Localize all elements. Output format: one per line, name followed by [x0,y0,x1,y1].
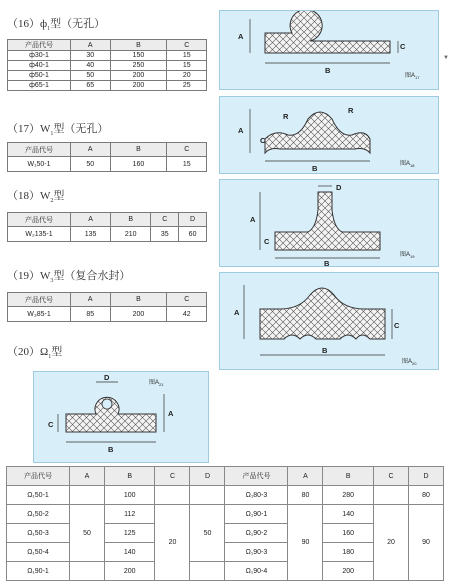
table-row [7,486,444,505]
cell: 135 [71,227,111,242]
cell: 200 [105,562,155,581]
cell: 20 [373,505,408,581]
table-row [8,61,207,71]
dim-c-label: C [264,237,270,246]
table-row [8,307,207,322]
col-header: B [110,293,167,307]
cell: Ω₁90-3 [225,543,288,562]
cell: Ω₁50-3 [7,524,70,543]
dim-c-label: C [48,420,54,429]
cell [70,562,105,581]
table-header-row [8,143,207,157]
cell: W₁50-1 [8,157,71,172]
cell: Ω₁90-1 [7,562,70,581]
figure-a18 [219,96,439,174]
cell: Ω₁90-4 [225,562,288,581]
figure-caption: 图$A_{20}$ [402,359,417,366]
cell: 65 [71,81,111,91]
cell: Ω₁50-4 [7,543,70,562]
dim-c-label: C [394,321,400,330]
dim-b-label: B [325,66,331,75]
table-row [7,505,444,524]
cell: Ω₁90-1 [225,505,288,524]
col-header: C [167,143,207,157]
cell: 42 [167,307,207,322]
cell: 90 [408,505,443,581]
section-16-title: $(16)ф_1$型（无孔） [7,18,106,33]
dim-a-label: A [238,126,244,135]
col-header: C [167,40,207,51]
cell: Ω₁80-3 [225,486,288,505]
cell [70,486,105,505]
cell: 125 [105,524,155,543]
cell: 200 [110,81,167,91]
cell: W₂135-1 [8,227,71,242]
figure-caption: 图$A_{21}$ [149,380,164,387]
cell: ф30-1 [8,51,71,61]
figure-a17-drawing [220,11,438,89]
cell: 112 [105,505,155,524]
cell: 15 [167,61,207,71]
cell: 80 [288,486,323,505]
col-header: C [155,467,190,486]
col-header: B [323,467,373,486]
col-header: A [71,213,111,227]
table-header-row [7,467,444,486]
cell: 80 [408,486,443,505]
section-17-title: $(17)W_1$型（无孔） [7,123,109,138]
omega-table [6,466,444,581]
cell: 60 [179,227,207,242]
dim-a-label: A [250,215,256,224]
col-header: D [408,467,443,486]
cell: Ω₁50-2 [7,505,70,524]
scroll-down-icon[interactable]: ▼ [443,55,449,61]
cell: 40 [71,61,111,71]
col-header: B [110,143,167,157]
cell: 100 [105,486,155,505]
cell: 85 [71,307,111,322]
col-header: A [70,467,105,486]
cell: 160 [323,524,373,543]
figure-a17 [219,10,439,90]
figure-a21 [33,371,209,463]
figure-caption: 图$A_{19}$ [400,252,415,259]
col-header: C [151,213,179,227]
cell [155,486,190,505]
cell: 20 [167,71,207,81]
col-header: D [179,213,207,227]
table-row [8,81,207,91]
col-header: 产品代号 [8,293,71,307]
table-18 [7,212,207,242]
cell: ф65-1 [8,81,71,91]
table-row [8,157,207,172]
table-19 [7,292,207,322]
col-header: 产品代号 [7,467,70,486]
dim-c-label: C [260,136,266,145]
table-header-row [8,293,207,307]
dim-d-label: D [104,373,110,382]
section-20-title: $(20)\Omega_1$型 [7,346,63,361]
dim-d-label: D [336,183,342,192]
cell [373,486,408,505]
cell: 160 [110,157,167,172]
table-16 [7,39,207,91]
figure-a19 [219,179,439,267]
section-19-title: $(19)W_3$型（复合水封） [7,270,131,285]
dim-b-label: B [322,346,328,355]
cell: 15 [167,157,207,172]
cell: W₃85-1 [8,307,71,322]
figure-a18-drawing [220,97,438,173]
section-18-title: $(18)W_2$型 [7,190,65,205]
figure-caption: 图$A_{17}$ [405,73,420,80]
cell: ф40-1 [8,61,71,71]
cell: 210 [111,227,151,242]
cell: 50 [71,71,111,81]
cell: 140 [323,505,373,524]
col-header: 产品代号 [8,40,71,51]
figure-a20-drawing [220,273,438,369]
cell: 15 [167,51,207,61]
col-header: B [111,213,151,227]
col-header: A [71,143,111,157]
dim-c-label: C [400,42,406,51]
cell: 30 [71,51,111,61]
dim-a-label: A [234,308,240,317]
cell: 50 [190,505,225,562]
table-17 [7,142,207,172]
radius-label: R [283,112,289,121]
cell [190,562,225,581]
cell: Ω₁50-1 [7,486,70,505]
figure-caption: 图$A_{18}$ [400,161,415,168]
figure-a19-drawing [220,180,438,266]
dim-a-label: A [238,32,244,41]
table-row [8,71,207,81]
col-header: 产品代号 [8,143,71,157]
dim-b-label: B [324,259,330,266]
col-header: C [167,293,207,307]
cell: 50 [71,157,111,172]
dim-b-label: B [312,164,318,173]
cell: 50 [70,505,105,562]
col-header: 产品代号 [225,467,288,486]
dim-a-label: A [168,409,174,418]
cell: 25 [167,81,207,91]
cell: 200 [110,307,167,322]
col-header: A [71,293,111,307]
cell: 200 [323,562,373,581]
cell: 35 [151,227,179,242]
col-header: C [373,467,408,486]
cell: 280 [323,486,373,505]
cell: 150 [110,51,167,61]
figure-a21-drawing [34,372,208,462]
radius-label: R [348,106,354,115]
cell: 90 [288,505,323,581]
table-header-row [8,40,207,51]
cell: 250 [110,61,167,71]
col-header: B [110,40,167,51]
table-row [8,227,207,242]
dim-b-label: B [108,445,114,454]
cell: Ω₁90-2 [225,524,288,543]
col-header: D [190,467,225,486]
table-row [8,51,207,61]
col-header: 产品代号 [8,213,71,227]
cell: 140 [105,543,155,562]
col-header: A [288,467,323,486]
col-header: B [105,467,155,486]
cell: 180 [323,543,373,562]
figure-a20 [219,272,439,370]
col-header: A [71,40,111,51]
table-header-row [8,213,207,227]
cell: 20 [155,505,190,581]
cell: ф50-1 [8,71,71,81]
cell [190,486,225,505]
cell: 200 [110,71,167,81]
